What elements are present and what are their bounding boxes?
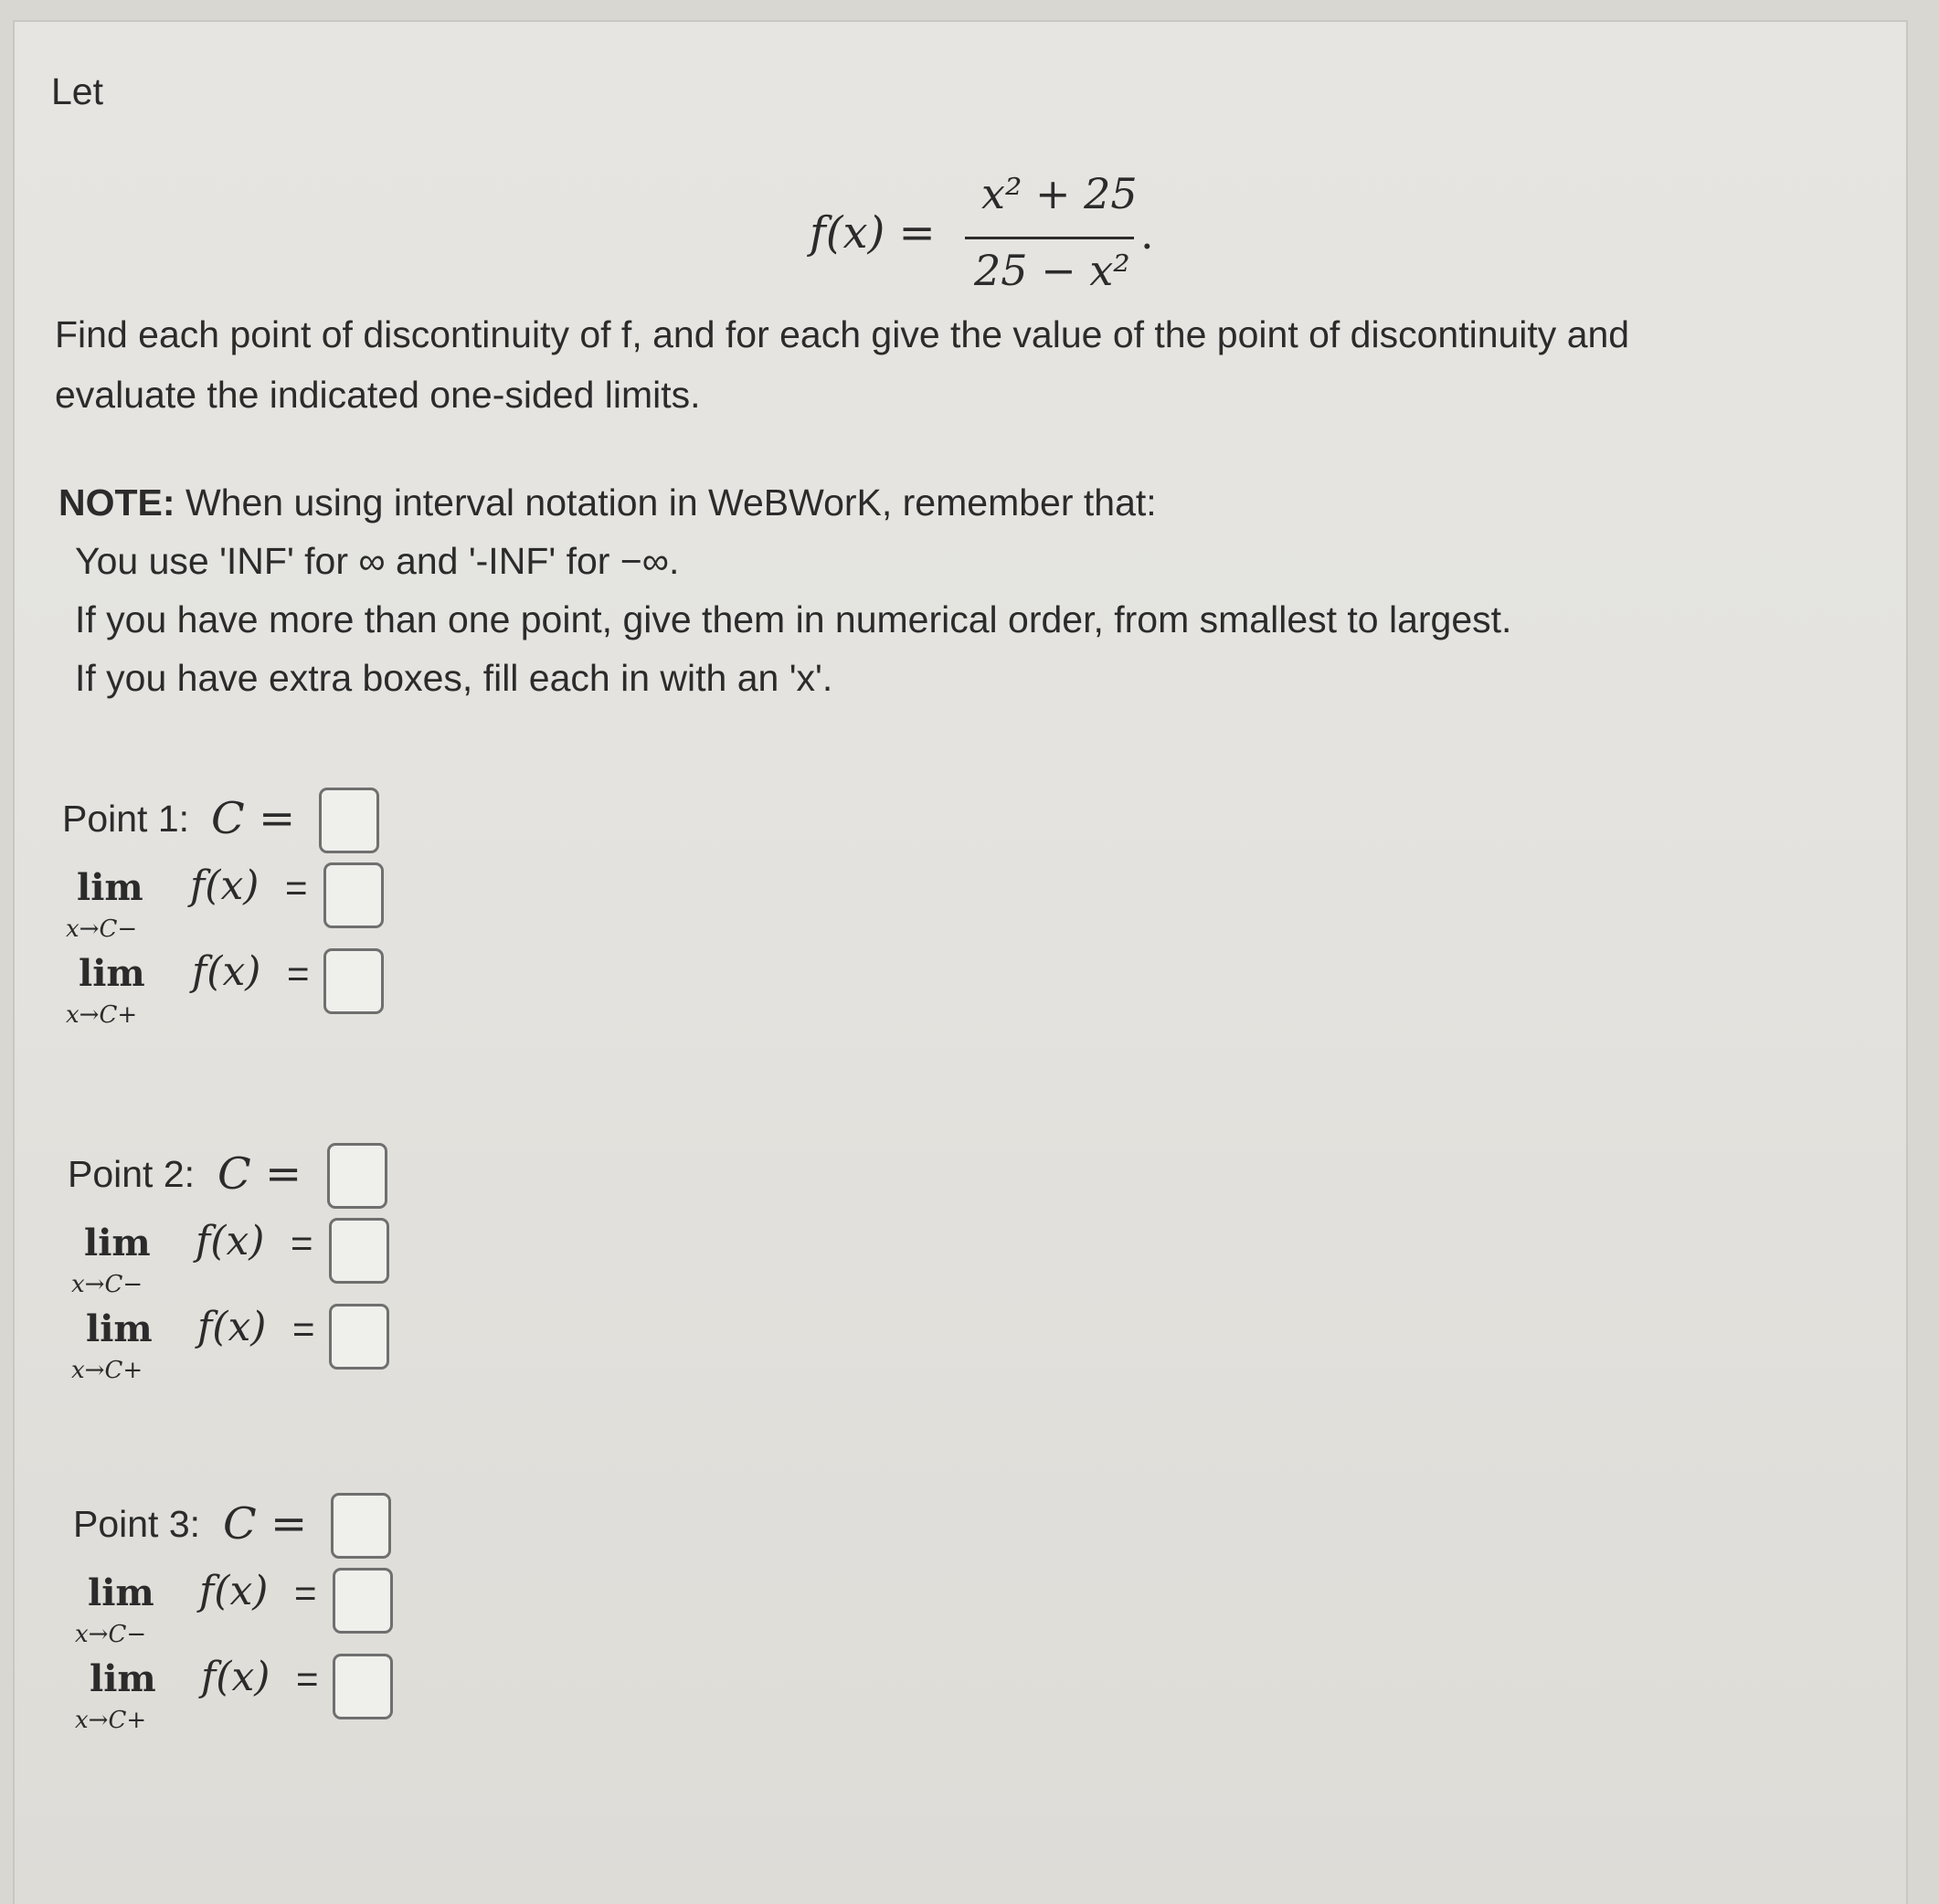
function-formula <box>810 169 1175 305</box>
point-1-right-eq: = <box>287 952 310 995</box>
formula-numerator: x² + 25 <box>981 169 1138 218</box>
point-2-c-eq: C = <box>217 1148 302 1200</box>
point-3-c-eq: C = <box>223 1498 308 1550</box>
point-3-label: Point 3: <box>73 1503 201 1545</box>
point-1-left-lim: lim <box>77 866 143 909</box>
point-3-right-eq: = <box>296 1657 319 1700</box>
point-3-right-lim-sub: x→C+ <box>75 1707 147 1734</box>
instructions-line1: Find each point of discontinuity of f, and for each give the value of the point of discontinuity and <box>55 313 1630 355</box>
point-3-c-input[interactable] <box>331 1493 391 1559</box>
point-2-left-fx: f(x) <box>196 1218 265 1264</box>
point-2-right-limit-input[interactable] <box>329 1304 389 1370</box>
problem-panel <box>13 20 1908 1904</box>
point-2-right-fx: f(x) <box>197 1304 267 1350</box>
point-3-left-limit-input[interactable] <box>333 1568 393 1634</box>
fraction-bar <box>965 237 1134 239</box>
point-3-left-lim: lim <box>88 1571 154 1614</box>
formula-denominator: 25 − x² <box>974 246 1130 295</box>
point-2-right-eq: = <box>292 1307 315 1350</box>
point-2-left-eq: = <box>291 1222 313 1264</box>
point-1-right-lim-sub: x→C+ <box>66 1001 138 1029</box>
point-3-right-limit-input[interactable] <box>333 1654 393 1719</box>
note-line2: If you have more than one point, give them in numerical order, from smallest to largest. <box>75 598 1512 640</box>
formula-period: . <box>1140 209 1154 259</box>
point-3-left-fx: f(x) <box>199 1568 269 1614</box>
point-1-right-limit-input[interactable] <box>323 948 384 1014</box>
point-3-block <box>66 1475 450 1734</box>
point-2-left-lim: lim <box>84 1222 151 1264</box>
point-2-label: Point 2: <box>68 1153 196 1195</box>
point-3-left-eq: = <box>294 1571 317 1614</box>
note-line1: You use 'INF' for ∞ and '-INF' for −∞. <box>75 540 680 582</box>
point-2-right-lim: lim <box>86 1307 153 1350</box>
point-3-right-fx: f(x) <box>201 1654 270 1700</box>
point-1-left-lim-sub: x→C− <box>66 915 138 943</box>
point-2-right-lim-sub: x→C+ <box>71 1357 143 1384</box>
point-1-left-limit-input[interactable] <box>323 862 384 928</box>
point-1-label: Point 1: <box>62 798 190 840</box>
formula-lhs: f(x) = <box>810 207 936 259</box>
point-3-left-lim-sub: x→C− <box>75 1621 147 1648</box>
point-1-c-eq: C = <box>211 793 296 844</box>
point-1-left-fx: f(x) <box>190 862 260 909</box>
point-1-right-fx: f(x) <box>192 948 261 995</box>
point-1-right-lim: lim <box>79 952 145 995</box>
point-2-left-limit-input[interactable] <box>329 1218 389 1284</box>
note-heading-line <box>58 481 1157 525</box>
point-2-block <box>58 1125 442 1384</box>
point-3-right-lim: lim <box>90 1657 156 1700</box>
point-1-left-eq: = <box>285 866 308 909</box>
point-2-left-lim-sub: x→C− <box>71 1271 143 1298</box>
point-1-block <box>51 769 435 1029</box>
note-line3: If you have extra boxes, fill each in with an 'x'. <box>75 657 833 699</box>
instructions-line2: evaluate the indicated one-sided limits. <box>55 374 701 416</box>
let-label: Let <box>51 70 103 112</box>
note-label: NOTE: <box>58 481 175 524</box>
point-2-c-input[interactable] <box>327 1143 387 1209</box>
note-heading: When using interval notation in WeBWorK, remember that: <box>185 481 1157 524</box>
point-1-c-input[interactable] <box>319 788 379 853</box>
